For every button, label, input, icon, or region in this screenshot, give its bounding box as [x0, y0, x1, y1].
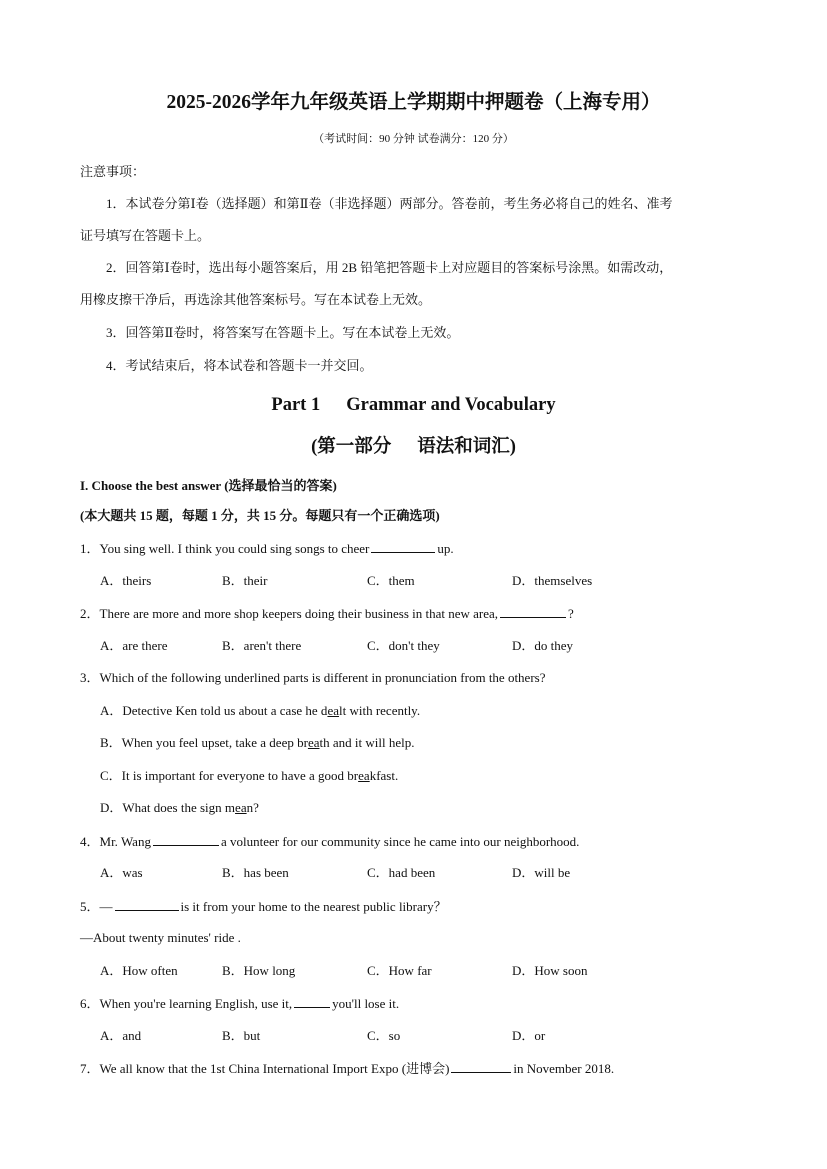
- question-text-after: is it from your home to the nearest public library？: [180, 898, 447, 914]
- answer-option: [100, 702, 420, 720]
- answer-option: D．will be: [512, 865, 571, 880]
- question-number: 5．: [80, 898, 100, 914]
- answer-option: A．was: [100, 865, 143, 880]
- answer-option: C．don't they: [367, 637, 440, 653]
- question-text-after: ?: [568, 606, 574, 621]
- question-text: There are more and more shop keepers doing their business in that new area,: [99, 606, 499, 621]
- section-heading: I. Choose the best answer (选择最恰当的答案): [80, 478, 337, 493]
- part-subtitle-b: 语法和词汇): [417, 437, 516, 457]
- question-text-after: in November 2018.: [513, 1061, 615, 1076]
- part-subtitle: [0, 435, 827, 459]
- underlined-part: ea: [307, 735, 320, 750]
- answer-option: B．aren't there: [222, 637, 302, 653]
- document-title: 2025-2026学年九年级英语上学期期中押题卷（上海专用）: [166, 92, 661, 113]
- option-text: lt with recently.: [338, 702, 421, 718]
- note-item: 3．回答第Ⅱ卷时，将答案写在答题卡上。写在本试卷上无效。: [106, 325, 460, 340]
- note-item: 4．考试结束后，将本试卷和答题卡一并交回。: [106, 358, 373, 373]
- answer-blank: [500, 604, 566, 618]
- answer-option: [100, 734, 414, 752]
- answer-option: C．How far: [367, 962, 432, 978]
- question-text-after: a volunteer for our community since he came into our neighborhood.: [220, 833, 580, 849]
- answer-option: C．so: [367, 1027, 401, 1043]
- question-stem: [80, 539, 454, 558]
- answer-option: B．How long: [222, 962, 296, 978]
- dialogue-response: —About twenty minutes' ride .: [80, 930, 241, 945]
- section-instruction: (本大题共 15 题，每题 1 分，共 15 分。每题只有一个正确选项): [80, 508, 440, 523]
- note-item: 2．回答第Ⅰ卷时，选出每小题答案后，用 2B 铅笔把答题卡上对应题目的答案标号涂黑。如需改动，: [106, 260, 673, 275]
- answer-option: A．and: [100, 1027, 142, 1043]
- option-text: A．Detective Ken told us about a case he d: [100, 702, 328, 718]
- question-text: You sing well. I think you could sing songs to cheer: [99, 541, 370, 556]
- answer-option: D．do they: [512, 637, 574, 653]
- question-number: 3．: [80, 670, 100, 685]
- answer-option: A．theirs: [100, 572, 152, 588]
- underlined-part: ea: [235, 800, 247, 815]
- exam-info: （考试时间：90 分钟 试卷满分：120 分）: [313, 133, 514, 145]
- question-number: 1．: [80, 541, 100, 556]
- answer-option: B．has been: [222, 865, 289, 880]
- question-stem: [80, 1059, 614, 1078]
- option-text: kfast.: [369, 767, 399, 783]
- underlined-part: ea: [358, 767, 370, 783]
- answer-blank: [451, 1059, 511, 1073]
- answer-option: C．them: [367, 572, 415, 588]
- option-text: n?: [246, 800, 259, 815]
- question-stem: [80, 897, 447, 916]
- underlined-part: ea: [327, 702, 339, 718]
- answer-option: D．or: [512, 1027, 546, 1043]
- answer-option: A．are there: [100, 637, 168, 653]
- part-subtitle-a: (第一部分: [311, 437, 392, 457]
- part-title: [0, 393, 827, 417]
- part-number: Part 1: [271, 395, 321, 415]
- question-stem: [80, 669, 546, 687]
- question-text-after: you'll lose it.: [332, 996, 400, 1011]
- question-stem: [80, 832, 579, 851]
- question-text: —: [99, 898, 113, 914]
- answer-option: [100, 799, 259, 817]
- question-number: 2．: [80, 606, 100, 621]
- question-number: 7．: [80, 1061, 100, 1076]
- option-text: C．It is important for everyone to have a good br: [100, 767, 359, 783]
- answer-option: B．but: [222, 1027, 261, 1043]
- question-number: 6．: [80, 996, 100, 1011]
- answer-blank: [153, 832, 219, 846]
- answer-blank: [294, 994, 330, 1008]
- answer-option: A．How often: [100, 962, 178, 978]
- answer-blank: [371, 539, 435, 553]
- question-text: When you're learning English, use it,: [99, 996, 293, 1011]
- part-name: Grammar and Vocabulary: [346, 395, 556, 415]
- option-text: D．What does the sign m: [100, 800, 236, 815]
- note-item: 1．本试卷分第Ⅰ卷（选择题）和第Ⅱ卷（非选择题）两部分。答卷前，考生务必将自己的姓名、准考: [106, 196, 673, 211]
- answer-option: C．had been: [367, 865, 436, 880]
- answer-option: D．How soon: [512, 962, 588, 978]
- question-text: Mr. Wang: [99, 833, 151, 849]
- question-stem: [80, 604, 574, 623]
- answer-blank: [115, 897, 179, 911]
- question-stem: [80, 994, 399, 1013]
- question-text: We all know that the 1st China International Import Expo (进博会): [99, 1061, 450, 1076]
- note-item-continued: 证号填写在答题卡上。: [80, 228, 211, 243]
- question-text-after: up.: [437, 541, 454, 556]
- notes-heading: 注意事项：: [80, 164, 146, 179]
- question-text: Which of the following underlined parts is different in pronunciation from the others?: [99, 670, 546, 685]
- answer-option: [100, 767, 398, 785]
- question-number: 4．: [80, 833, 100, 849]
- note-item-continued: 用橡皮擦干净后，再选涂其他答案标号。写在本试卷上无效。: [80, 292, 432, 307]
- answer-option: D．themselves: [512, 572, 593, 588]
- answer-option: B．their: [222, 572, 268, 588]
- option-text: th and it will help.: [319, 735, 415, 750]
- option-text: B．When you feel upset, take a deep br: [100, 735, 308, 750]
